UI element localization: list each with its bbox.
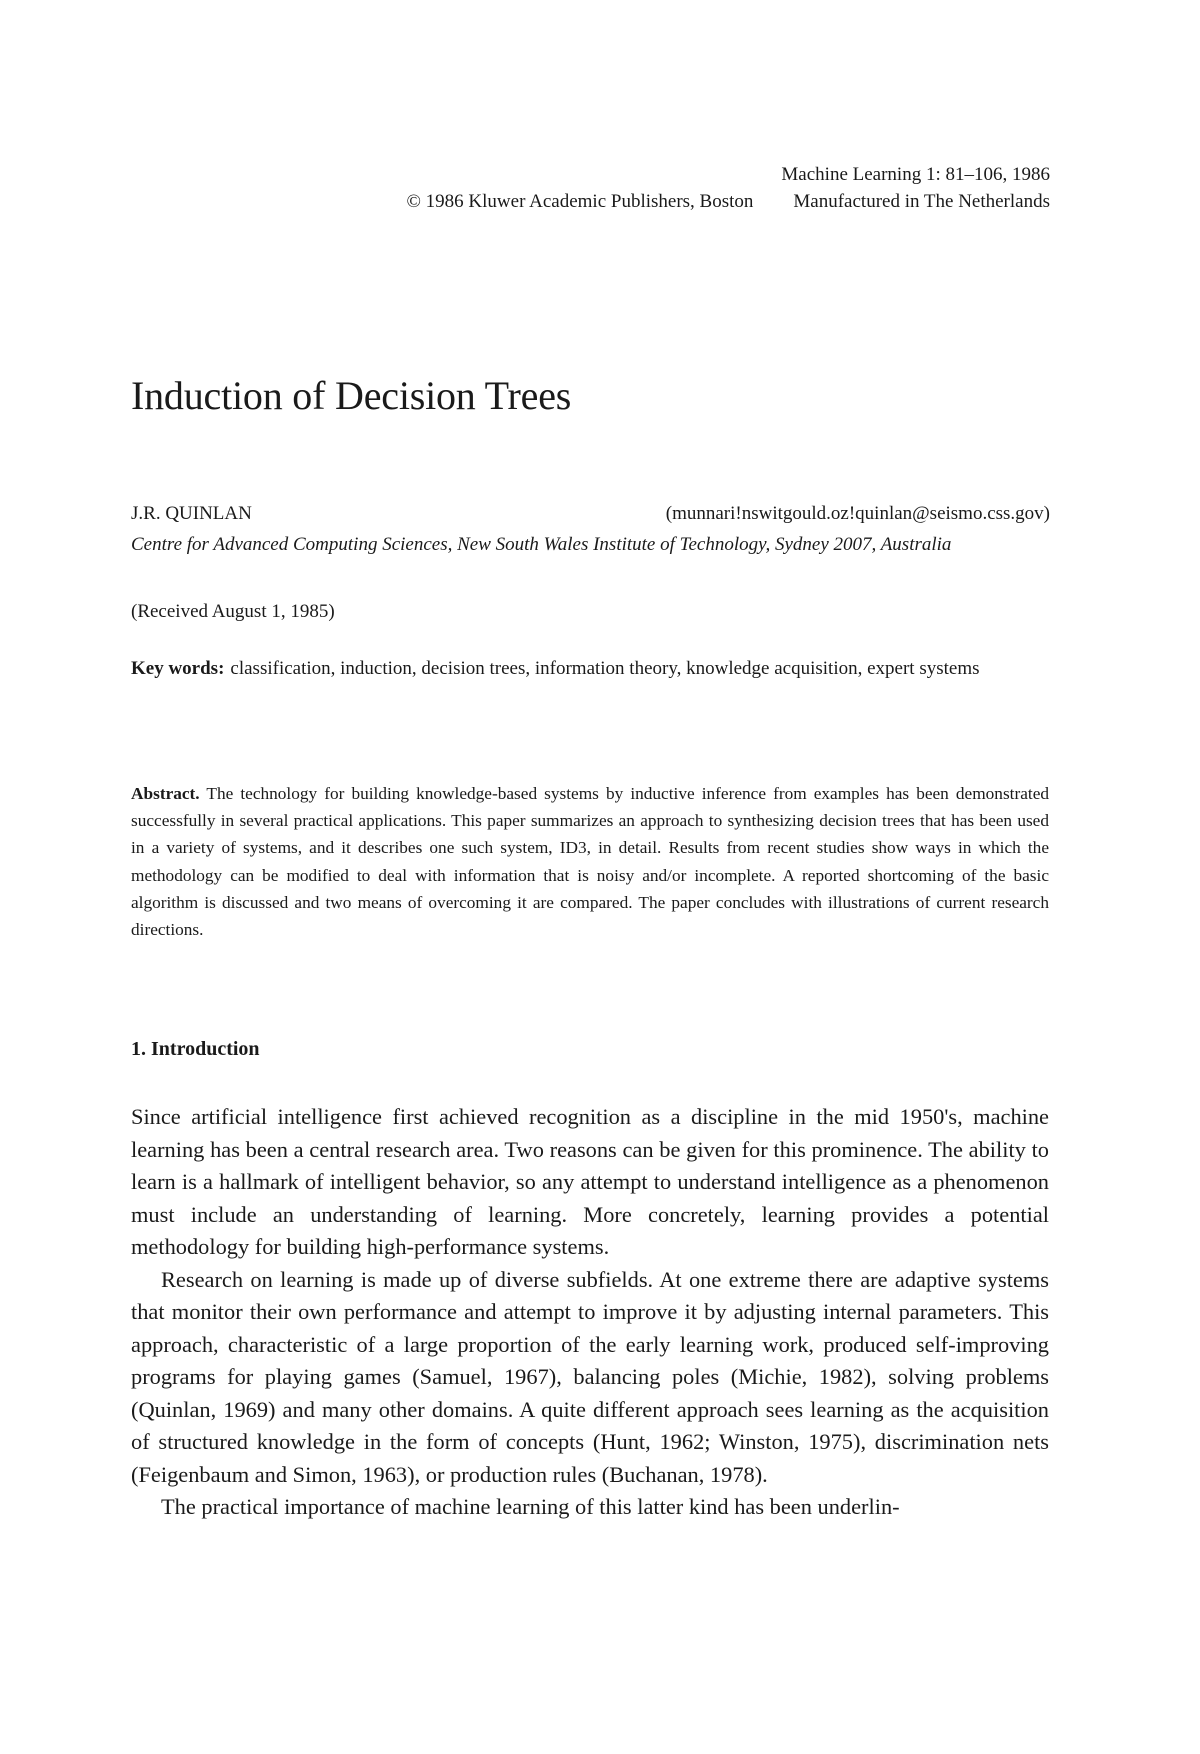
- keywords: [131, 654, 1049, 683]
- abstract-text: The technology for building knowledge-based systems by inductive inference from examples has been demonstrated successfully in several practical applications. This paper summarizes an approach to synthesizing decision trees that has been used in a variety of systems, and it describes one such system, ID3, in detail. Results from recent studies show ways in which the methodology can be modified to deal with information that is noisy and/or incomplete. A reported shortcoming of the basic algorithm is discussed and two means of overcoming it are compared. The paper concludes with illustrations of current research directions.: [131, 784, 1050, 940]
- manufactured-notice: Manufactured in The Netherlands: [793, 191, 1050, 212]
- author-email: (munnari!nswitgould.oz!quinlan@seismo.css.gov): [665, 503, 1050, 524]
- paper-title: Induction of Decision Trees: [131, 373, 572, 418]
- paragraph: The practical importance of machine learning of this latter kind has been underlin-: [161, 1494, 900, 1519]
- publisher-line: [407, 188, 1051, 215]
- copyright-notice: © 1986 Kluwer Academic Publishers, Boston: [406, 191, 754, 212]
- keywords-text: classification, induction, decision trees, information theory, knowledge acquisition, expert systems: [230, 658, 980, 679]
- section-body: [131, 1101, 1049, 1524]
- author-affiliation: Centre for Advanced Computing Sciences, New South Wales Institute of Technology, Sydney 2007, Australia: [131, 534, 952, 555]
- section-heading: 1. Introduction: [131, 1038, 260, 1060]
- journal-citation: Machine Learning 1: 81–106, 1986: [781, 164, 1050, 185]
- keywords-label: Key words:: [131, 658, 225, 679]
- paragraph: Research on learning is made up of diverse subfields. At one extreme there are adaptive systems that monitor their own performance and attempt to improve it by adjusting internal parameters. This approach, characteristic of a large proportion of the early learning work, produced self-improving programs for playing games (Samuel, 1967), balancing poles (Michie, 1982), solving problems (Quinlan, 1969) and many other domains. A quite different approach sees learning as the acquisition of structured knowledge in the form of concepts (Hunt, 1962; Winston, 1975), discrimination nets (Feigenbaum and Simon, 1963), or production rules (Buchanan, 1978).: [131, 1266, 1049, 1487]
- author-row: [131, 503, 1050, 525]
- paragraph: Since artificial intelligence first achieved recognition as a discipline in the mid 1950's, machine learning has been a central research area. Two reasons can be given for this prominence. The ability to learn is a hallmark of intelligent behavior, so any attempt to understand intelligence as a phenomenon must include an understanding of learning. More concretely, learning provides a potential methodology for building high-performance systems.: [131, 1104, 1049, 1259]
- abstract-label: Abstract.: [131, 784, 200, 803]
- author-name: J.R. QUINLAN: [131, 503, 252, 524]
- journal-info: [407, 161, 1051, 215]
- abstract: [131, 780, 1049, 943]
- received-date: (Received August 1, 1985): [131, 601, 335, 622]
